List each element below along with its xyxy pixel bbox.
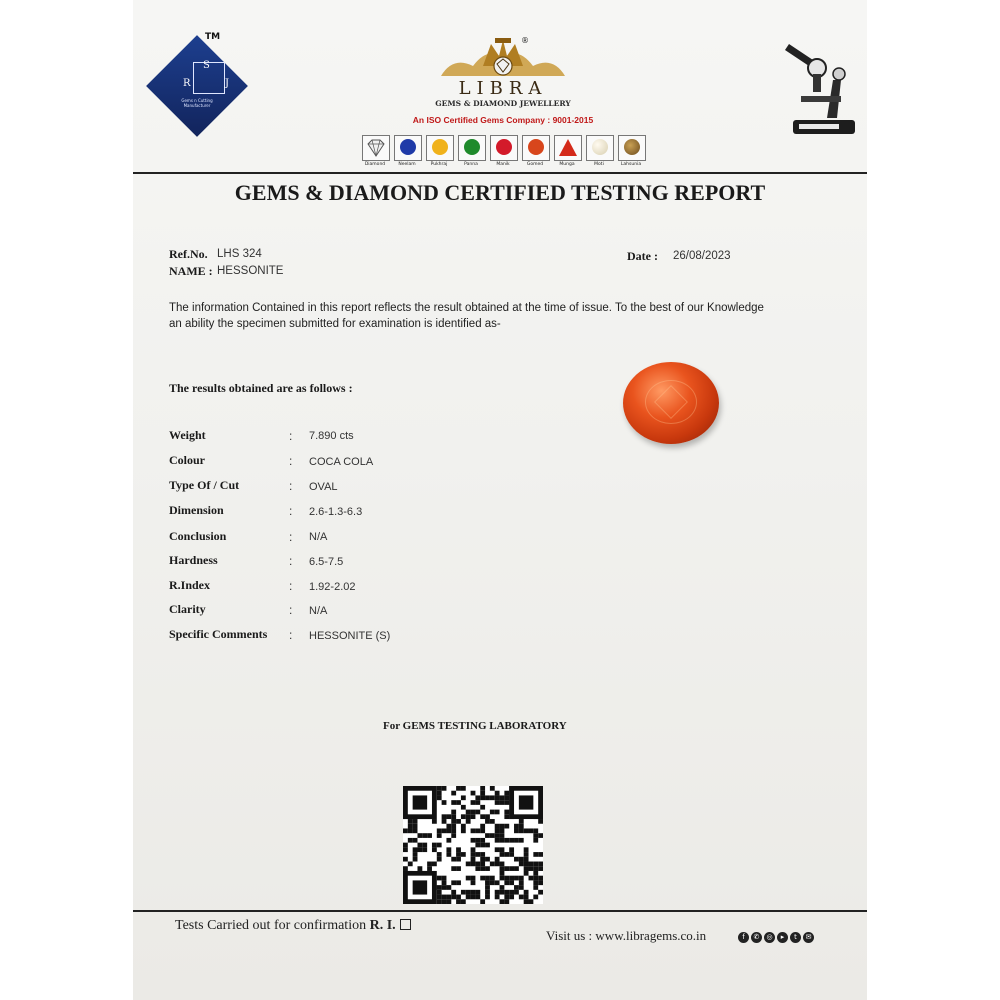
header-divider bbox=[133, 172, 867, 174]
ref-label: Ref.No. bbox=[169, 247, 208, 261]
registered-mark: ® bbox=[521, 36, 529, 45]
name-label: NAME : bbox=[169, 264, 213, 278]
row-label: Dimension bbox=[169, 503, 224, 517]
left-margin bbox=[0, 0, 133, 1000]
row-colon: : bbox=[289, 554, 293, 568]
gem-diamond bbox=[360, 135, 392, 173]
gem-moti bbox=[584, 135, 616, 173]
row-value: HESSONITE (S) bbox=[309, 630, 391, 642]
website-link[interactable]: Visit us : www.libragems.co.in bbox=[546, 928, 707, 943]
row-colon: : bbox=[289, 530, 293, 544]
lahsunia-icon bbox=[624, 139, 640, 155]
date-value: 26/08/2023 bbox=[673, 250, 731, 262]
email-icon[interactable]: ✉ bbox=[803, 932, 814, 943]
results-heading: The results obtained are as follows : bbox=[169, 381, 353, 395]
row-label: R.Index bbox=[169, 578, 211, 592]
row-colon: : bbox=[289, 603, 293, 617]
row-value: COCA COLA bbox=[309, 456, 374, 468]
gemstone-photo bbox=[623, 362, 719, 444]
row-label: Conclusion bbox=[169, 529, 227, 543]
gem-label-neelam: Neelam bbox=[398, 162, 416, 167]
microscope-icon bbox=[783, 40, 863, 140]
gem-munga bbox=[552, 135, 584, 173]
neelam-icon bbox=[400, 139, 416, 155]
row-value: OVAL bbox=[309, 481, 338, 493]
row-label: Clarity bbox=[169, 602, 206, 616]
row-value: 1.92-2.02 bbox=[309, 581, 356, 593]
name-value: HESSONITE bbox=[217, 265, 284, 277]
tests-text: Tests Carried out for confirmation bbox=[175, 918, 367, 933]
row-colon: : bbox=[289, 628, 293, 642]
report-title: GEMS & DIAMOND CERTIFIED TESTING REPORT bbox=[234, 180, 766, 205]
gem-label-panna: Panna bbox=[464, 162, 478, 167]
row-value: 7.890 cts bbox=[309, 430, 354, 442]
row-value: 6.5-7.5 bbox=[309, 556, 344, 568]
gem-label-lahsunia: Lahsunia bbox=[620, 162, 642, 167]
gem-label-gomed: Gomed bbox=[526, 162, 544, 167]
youtube-icon[interactable]: ▸ bbox=[777, 932, 788, 943]
gem-panna bbox=[456, 135, 488, 173]
row-label: Specific Comments bbox=[169, 627, 268, 641]
srj-caption: Gems n Cutting Manufacturer bbox=[181, 98, 213, 108]
panna-icon bbox=[464, 139, 480, 155]
pukhraj-icon bbox=[432, 139, 448, 155]
trademark-mark: TM bbox=[205, 32, 221, 42]
instagram-icon[interactable]: ◎ bbox=[764, 932, 775, 943]
twitter-icon[interactable]: t bbox=[790, 932, 801, 943]
qr-code[interactable] bbox=[403, 786, 543, 904]
row-label: Weight bbox=[169, 428, 206, 442]
tests-note bbox=[175, 918, 411, 934]
intro-paragraph: The information Contained in this report reflects the result obtained at the time of issue. To the best of our Knowledge an ability the specimen submitted for examination is identified as- bbox=[169, 302, 764, 330]
gem-label-pukhraj: Pukhraj bbox=[430, 162, 448, 167]
moti-icon bbox=[592, 139, 608, 155]
gem-neelam bbox=[392, 135, 424, 173]
row-colon: : bbox=[289, 504, 293, 518]
brand-name: LIBRA bbox=[458, 78, 548, 99]
right-margin bbox=[867, 0, 1000, 1000]
brand-subtitle: GEMS & DIAMOND JEWELLERY bbox=[435, 99, 571, 108]
srj-letter-s: S bbox=[203, 60, 210, 71]
row-colon: : bbox=[289, 429, 293, 443]
iso-certification: An ISO Certified Gems Company : 9001-2015 bbox=[412, 115, 594, 125]
ref-value: LHS 324 bbox=[217, 248, 262, 260]
checkbox-icon bbox=[400, 919, 411, 930]
row-label: Type Of / Cut bbox=[169, 478, 240, 492]
facebook-icon[interactable]: f bbox=[738, 932, 749, 943]
gem-label-diamond: Diamond bbox=[364, 162, 386, 167]
row-colon: : bbox=[289, 479, 293, 493]
gem-pukhraj bbox=[424, 135, 456, 173]
whatsapp-icon[interactable]: ✆ bbox=[751, 932, 762, 943]
libra-crown-logo bbox=[433, 36, 573, 82]
gem-gomed bbox=[520, 135, 552, 173]
date-label: Date : bbox=[627, 249, 658, 263]
srj-letter-r: R bbox=[183, 78, 191, 89]
row-colon: : bbox=[289, 579, 293, 593]
munga-icon bbox=[555, 136, 581, 160]
row-value: N/A bbox=[309, 531, 328, 543]
row-value: 2.6-1.3-6.3 bbox=[309, 506, 363, 518]
srj-letter-j: J bbox=[225, 78, 230, 89]
manik-icon bbox=[496, 139, 512, 155]
footer-divider bbox=[133, 910, 867, 912]
gem-icon-row bbox=[360, 135, 650, 173]
gem-label-moti: Moti bbox=[594, 162, 604, 167]
gomed-icon bbox=[528, 139, 544, 155]
gem-label-manik: Manik bbox=[496, 162, 510, 167]
social-icons bbox=[738, 932, 816, 943]
lab-signature-line: For GEMS TESTING LABORATORY bbox=[383, 720, 567, 732]
gem-lahsunia bbox=[616, 135, 648, 173]
row-value: N/A bbox=[309, 605, 328, 617]
tests-method: R. I. bbox=[369, 918, 396, 933]
certificate bbox=[133, 0, 867, 1000]
row-label: Colour bbox=[169, 453, 205, 467]
row-label: Hardness bbox=[169, 553, 218, 567]
gem-label-munga: Munga bbox=[559, 162, 575, 167]
row-colon: : bbox=[289, 454, 293, 468]
diamond-icon bbox=[363, 136, 389, 160]
gem-manik bbox=[488, 135, 520, 173]
